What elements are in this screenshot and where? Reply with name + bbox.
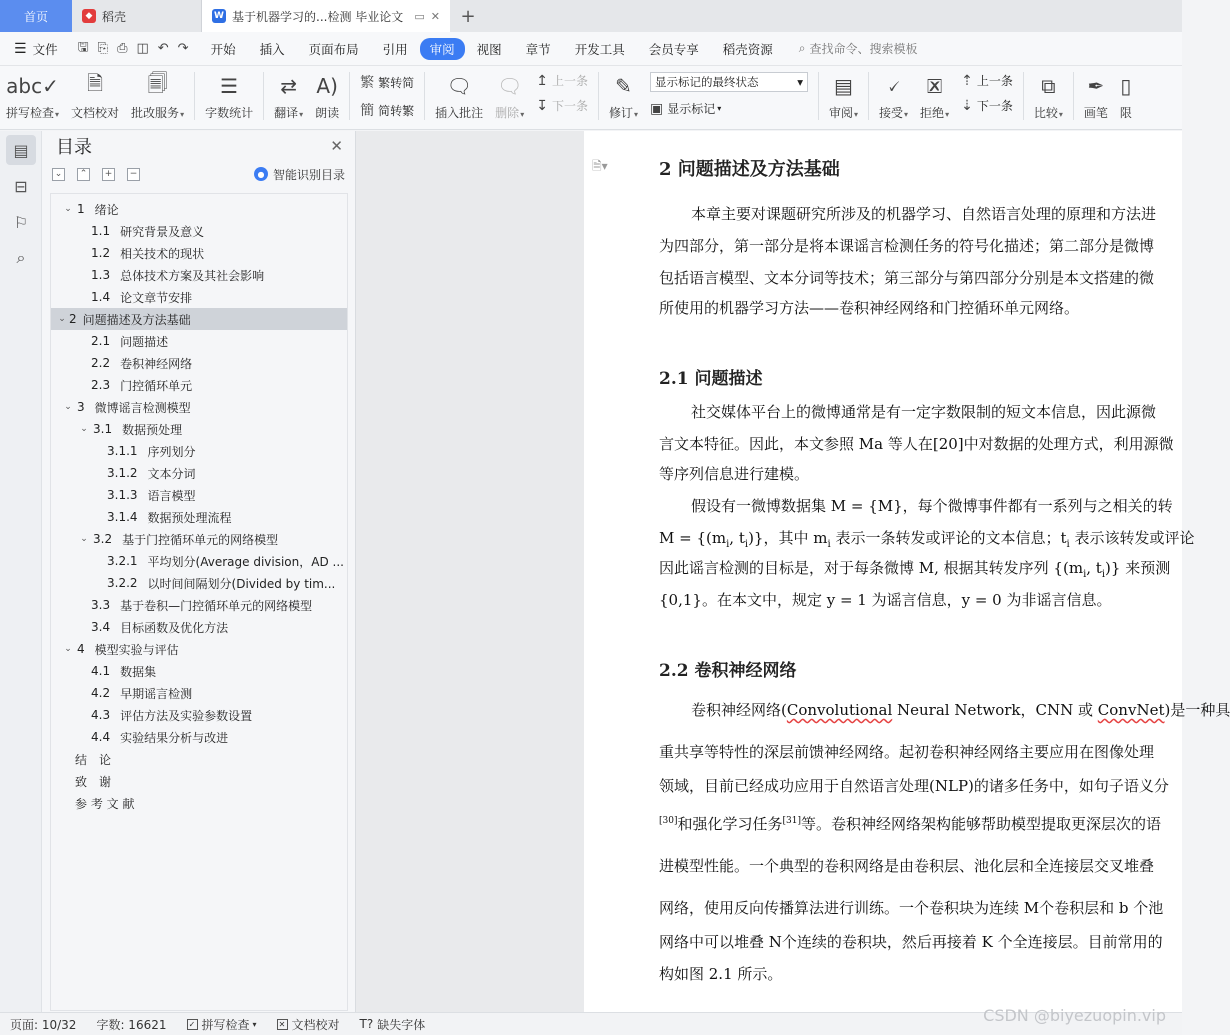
toc-item[interactable]: 参 考 文 献 <box>75 796 135 811</box>
menu-layout[interactable]: 页面布局 <box>308 41 359 57</box>
smart-toc-button[interactable]: ● 智能识别目录 <box>254 166 345 183</box>
paragraph-marker-icon[interactable]: 🗎▾ <box>592 159 608 173</box>
toc-item[interactable]: 2.1 问题描述 <box>91 334 169 349</box>
menu-daoke-resources[interactable]: 稻壳资源 <box>722 41 773 57</box>
prev-change-button[interactable]: ⇡ 上一条 <box>961 72 1013 89</box>
tab-daoke[interactable]: ◆ 稻壳 <box>72 0 202 32</box>
font-icon: T? <box>359 1017 374 1031</box>
export-icon[interactable]: ⎘ <box>97 41 109 56</box>
toc-panel-icon[interactable]: ▤ <box>6 135 36 165</box>
watermark: CSDN @biyezuopin.vip <box>983 1006 1166 1025</box>
ribbon-divider <box>424 72 425 120</box>
undo-icon[interactable]: ↶ <box>157 41 169 56</box>
add-heading-icon[interactable]: + <box>102 168 115 181</box>
translate-button[interactable]: ⇄ 翻译▾ <box>268 66 309 121</box>
paragraph-line: 包括语言模型、文本分词等技术；第三部分与第四部分分别是本文搭建的微 <box>659 269 1155 287</box>
delete-comment-icon: 🗨 <box>496 74 523 98</box>
page-margin-area <box>356 131 584 1012</box>
close-icon[interactable]: ✕ <box>330 137 343 155</box>
spelling-error[interactable]: ConvNet <box>1097 701 1165 719</box>
chevron-down-icon[interactable]: ⌄ <box>64 644 72 654</box>
menu-chapter[interactable]: 章节 <box>525 41 551 57</box>
spell-check-button[interactable]: abc✓ 拼写检查▾ <box>0 66 65 121</box>
section-heading: 2.1 问题描述 <box>659 369 763 389</box>
daoke-logo-icon: ◆ <box>82 9 96 23</box>
reject-icon: 🗷 <box>926 74 943 98</box>
find-icon[interactable]: ⌕ <box>16 248 26 267</box>
show-markup-icon: ▣ <box>649 100 664 117</box>
proof-icon: ✕ <box>277 1019 288 1030</box>
restrict-icon: ▯ <box>1120 74 1132 98</box>
tab-close-icon[interactable]: ✕ <box>430 9 440 23</box>
redo-icon[interactable]: ↷ <box>177 41 189 56</box>
tab-document[interactable]: W 基于机器学习的...检测 毕业论文 ▭ ✕ <box>202 0 450 32</box>
toc-title: 目录 <box>56 137 92 158</box>
accept-icon: 🗸 <box>886 74 901 98</box>
restrict-button[interactable]: ▯ 限 <box>1114 66 1138 121</box>
chevron-down-icon: ▾ <box>904 110 909 119</box>
paragraph-line: 构如图 2.1 所示。 <box>659 965 783 983</box>
menu-review[interactable]: 审阅 <box>420 38 465 60</box>
collapse-all-icon[interactable]: ⌄ <box>52 168 65 181</box>
markup-group <box>644 66 814 117</box>
accept-button[interactable]: 🗸 接受▾ <box>873 66 914 121</box>
quick-access-toolbar <box>68 38 199 60</box>
menu-devtools[interactable]: 开发工具 <box>574 41 625 57</box>
paragraph-line: 本章主要对课题研究所涉及的机器学习、自然语言处理的原理和方法进 <box>691 205 1157 223</box>
pen-icon: ✒ <box>1087 74 1105 98</box>
pen-button[interactable]: ✒ 画笔 <box>1078 66 1114 121</box>
toc-item[interactable]: 3.1.4 数据预处理流程 <box>107 510 232 525</box>
chapter-heading: 2 问题描述及方法基础 <box>659 159 840 180</box>
toc-item[interactable]: 3.1.2 文本分词 <box>107 466 196 481</box>
toc-item[interactable]: 4.1 数据集 <box>91 664 157 679</box>
compare-icon: ⧉ <box>1041 74 1056 98</box>
insert-comment-icon: 🗨 <box>446 74 472 98</box>
toc-item[interactable]: 1.2 相关技术的现状 <box>91 246 205 261</box>
change-nav-group <box>955 66 1019 114</box>
paragraph-line: 网络中可以堆叠 N个连续的卷积块，然后再接着 K 个全连接层。目前常用的 <box>659 933 1163 951</box>
toc-item[interactable]: 1.1 研究背景及意义 <box>91 224 205 239</box>
paragraph-line: 卷积神经网络(Convolutional Neural Network，CNN 或 ConvNet)是一种具 <box>691 701 1230 719</box>
read-aloud-icon: A) <box>316 74 338 98</box>
ribbon-divider <box>263 72 264 120</box>
toc-header <box>42 131 355 161</box>
chapter-nav-icon[interactable]: ⊟ <box>14 176 28 196</box>
menu-bar <box>0 32 1182 66</box>
hamburger-icon: ☰ <box>14 40 27 57</box>
simp-to-trad-button[interactable]: 簡 简转繁 <box>360 100 414 120</box>
review-pane-icon: ▤ <box>834 74 853 98</box>
save-icon[interactable]: 🖫 <box>77 39 89 55</box>
menu-member[interactable]: 会员专享 <box>648 41 699 57</box>
menu-items <box>199 37 785 61</box>
search-icon: ⌕ <box>798 41 806 55</box>
toc-item[interactable]: 2.2 卷积神经网络 <box>91 356 193 371</box>
toc-item[interactable]: 3.2.1 平均划分(Average division，AD ... <box>107 554 344 569</box>
toc-item[interactable]: ⌄ 1 绪论 <box>51 198 347 220</box>
paragraph-line: 网络，使用反向传播算法进行训练。一个卷积块为连续 M个卷积层和 b 个池 <box>659 899 1164 917</box>
navigation-strip <box>0 131 42 1012</box>
word-count-indicator[interactable]: 字数: 16621 <box>96 1017 167 1032</box>
writer-logo-icon: W <box>212 9 226 23</box>
toc-item[interactable]: 3.2.2 以时间间隔划分(Divided by tim... <box>107 576 336 591</box>
chevron-down-icon: ▾ <box>945 110 950 119</box>
ribbon-divider <box>194 72 195 120</box>
formula-line: 因此谣言检测的目标是，对于每条微博 M, 根据其转发序列 {($m_i$, $t_i$)} 来预测 <box>659 559 1171 580</box>
toc-item[interactable]: 4.3 评估方法及实验参数设置 <box>91 708 253 723</box>
reject-button[interactable]: 🗷 拒绝▾ <box>914 66 955 121</box>
ribbon-divider <box>818 72 819 120</box>
toc-list <box>50 193 348 1011</box>
menu-reference[interactable]: 引用 <box>382 41 408 57</box>
track-changes-icon: ✎ <box>615 74 632 98</box>
screen-icon[interactable]: ▭ <box>414 9 425 23</box>
tab-home[interactable]: 首页 <box>0 0 72 32</box>
chevron-down-icon: ▾ <box>633 110 638 119</box>
insert-comment-button[interactable]: 🗨 插入批注 <box>429 66 489 121</box>
print-icon[interactable]: ⎙ <box>117 41 128 56</box>
toc-item[interactable]: 4.2 早期谣言检测 <box>91 686 193 701</box>
chevron-down-icon[interactable]: ⌄ <box>80 534 88 544</box>
annotate-service-icon: 🗐 <box>147 71 168 95</box>
markup-state-select[interactable]: 显示标记的最终状态 ▾ <box>650 72 808 92</box>
chevron-down-icon[interactable]: ⌄ <box>64 204 72 214</box>
section-heading: 2.2 卷积神经网络 <box>659 661 797 681</box>
chevron-down-icon: ▾ <box>520 110 525 119</box>
ribbon-divider <box>868 72 869 120</box>
toc-item[interactable]: 结 论 <box>75 752 112 767</box>
document-page[interactable] <box>584 131 1230 1012</box>
trad-simp-icon: 繁 <box>360 75 375 91</box>
remove-heading-icon[interactable]: − <box>127 168 140 181</box>
chevron-down-icon: ▾ <box>252 1019 257 1029</box>
toc-panel <box>42 131 356 1012</box>
next-change-icon: ⇣ <box>961 97 973 114</box>
paragraph-line: 假设有一微博数据集 M = {M}，每个微博事件都有一系列与之相关的转 <box>691 497 1173 515</box>
annotate-service-button[interactable]: 🗐 批改服务▾ <box>131 71 185 120</box>
chevron-down-icon: ▾ <box>180 110 185 119</box>
next-comment-icon: ↧ <box>536 97 548 114</box>
chevron-down-icon: ▾ <box>854 110 859 119</box>
spelling-error[interactable]: Convolutional <box>786 701 893 719</box>
toc-item[interactable]: 3.1.3 语言模型 <box>107 488 196 503</box>
paragraph-line: {0,1}。在本文中，规定 y = 1 为谣言信息，y = 0 为非谣言信息。 <box>659 591 1112 609</box>
trad-to-simp-button[interactable]: 繁 繁转简 <box>360 72 414 92</box>
toc-item[interactable]: 致 谢 <box>75 774 112 789</box>
doc-proof-icon: 🗎 <box>86 71 104 95</box>
ribbon-divider <box>598 72 599 120</box>
simp-trad-icon: 簡 <box>360 103 375 119</box>
translate-icon: ⇄ <box>280 74 297 98</box>
chevron-down-icon: ▾ <box>55 110 60 119</box>
track-changes-button[interactable]: ✎ 修订▾ <box>603 66 644 121</box>
chevron-down-icon: ▾ <box>1058 110 1063 119</box>
delete-comment-button[interactable]: 🗨 删除▾ <box>489 66 530 121</box>
prev-comment-icon: ↥ <box>536 72 548 89</box>
show-markup-button[interactable]: ▣ 显示标记 ▾ <box>649 100 722 117</box>
status-spell-check[interactable]: ✓ 拼写检查 ▾ <box>177 1016 267 1033</box>
bookmark-icon[interactable]: ⚐ <box>13 212 29 232</box>
ai-bot-icon: ● <box>254 167 268 181</box>
toc-item[interactable]: 3.1.1 序列划分 <box>107 444 196 459</box>
missing-font-indicator[interactable]: T? 缺失字体 <box>359 1017 426 1032</box>
toc-item[interactable]: 3.3 基于卷积—门控循环单元的网络模型 <box>91 598 313 613</box>
paragraph-line: [30]和强化学习任务[31]等。卷积神经网络架构能够帮助模型提取更深层次的语 <box>659 815 1161 833</box>
toc-item[interactable]: 1.4 论文章节安排 <box>91 290 193 305</box>
doc-proof-button[interactable]: 🗎 文档校对 <box>71 71 120 120</box>
menu-insert[interactable]: 插入 <box>259 41 285 57</box>
paragraph-line: 重共享等特性的深层前馈神经网络。起初卷积神经网络主要应用在图像处理 <box>659 743 1155 761</box>
chevron-down-icon[interactable]: ⌄ <box>80 424 88 434</box>
checkbox-icon: ✓ <box>187 1019 198 1030</box>
read-aloud-button[interactable]: A) 朗读 <box>309 66 345 121</box>
menu-start[interactable]: 开始 <box>210 41 236 57</box>
new-tab-button[interactable]: + <box>460 5 476 27</box>
toc-item[interactable]: 1.3 总体技术方案及其社会影响 <box>91 268 265 283</box>
next-comment-button[interactable]: ↧ 下一条 <box>536 97 588 114</box>
word-count-icon: ☰ <box>220 74 239 98</box>
toc-item[interactable]: 4.4 实验结果分析与改进 <box>91 730 229 745</box>
convert-group <box>354 66 420 120</box>
citation: [31] <box>782 816 801 826</box>
preview-icon[interactable]: ◫ <box>136 41 149 56</box>
citation: [30] <box>659 816 678 826</box>
paragraph-line: 进模型性能。一个典型的卷积网络是由卷积层、池化层和全连接层交叉堆叠 <box>659 857 1155 875</box>
spell-check-icon: abc✓ <box>6 74 59 98</box>
toc-item[interactable]: 2.3 门控循环单元 <box>91 378 193 393</box>
ribbon-divider <box>349 72 350 120</box>
toc-item[interactable]: ⌄ 3 微博谣言检测模型 <box>51 396 347 418</box>
paragraph-line: 社交媒体平台上的微博通常是有一定字数限制的短文本信息，因此源微 <box>691 403 1157 421</box>
paragraph-line: 为四部分，第一部分是将本课谣言检测任务的符号化描述；第二部分是微博 <box>659 237 1155 255</box>
menu-view[interactable]: 视图 <box>476 41 502 57</box>
toc-item-selected[interactable]: ⌄ 2 问题描述及方法基础 <box>51 308 347 330</box>
toc-item[interactable]: ⌄ 4 模型实验与评估 <box>51 638 347 660</box>
toc-item[interactable]: ⌄ 3.1 数据预处理 <box>51 418 347 440</box>
prev-comment-button[interactable]: ↥ 上一条 <box>536 72 588 89</box>
review-ribbon <box>0 66 1182 130</box>
chevron-down-icon[interactable]: ⌄ <box>58 314 66 324</box>
comment-nav-group <box>530 66 594 114</box>
page-indicator[interactable]: 页面: 10/32 <box>10 1017 77 1032</box>
paragraph-line: 所使用的机器学习方法——卷积神经网络和门控循环单元网络。 <box>659 299 1080 317</box>
toc-item[interactable]: 3.4 目标函数及优化方法 <box>91 620 229 635</box>
ribbon-divider <box>1023 72 1024 120</box>
paragraph-line: 等序列信息进行建模。 <box>659 465 810 483</box>
compare-button[interactable]: ⧉ 比较▾ <box>1028 66 1069 121</box>
expand-all-icon[interactable]: ⌃ <box>77 168 90 181</box>
file-menu[interactable]: ☰ 文件 <box>14 40 58 57</box>
ribbon-divider <box>1073 72 1074 120</box>
chevron-down-icon: ▾ <box>797 75 803 89</box>
chevron-down-icon[interactable]: ⌄ <box>64 402 72 412</box>
tab-bar <box>0 0 1182 32</box>
command-search[interactable]: ⌕ 查找命令、搜索模板 <box>798 41 918 56</box>
word-count-button[interactable]: ☰ 字数统计 <box>199 66 259 121</box>
next-change-button[interactable]: ⇣ 下一条 <box>961 97 1013 114</box>
review-pane-button[interactable]: ▤ 审阅▾ <box>823 66 864 121</box>
chevron-down-icon: ▾ <box>299 110 304 119</box>
paragraph-line: 言文本特征。因此，本文参照 Ma 等人在[20]中对数据的处理方式，利用源微 <box>659 435 1174 453</box>
toc-item[interactable]: ⌄ 3.2 基于门控循环单元的网络模型 <box>51 528 347 550</box>
toc-toolbar <box>42 161 355 187</box>
chevron-down-icon: ▾ <box>717 104 722 113</box>
status-doc-proof[interactable]: ✕ 文档校对 <box>267 1016 350 1033</box>
paragraph-line: 领域，目前已经成功应用于自然语言处理(NLP)的诸多任务中，如句子语义分 <box>659 777 1169 795</box>
formula-line: $M = \{(m_i$, $t_i$)}，其中 $m_i$ 表示一条转发或评论的文本信息；$t_i$ 表示该转发或评论 <box>659 529 1195 550</box>
prev-change-icon: ⇡ <box>961 72 973 89</box>
